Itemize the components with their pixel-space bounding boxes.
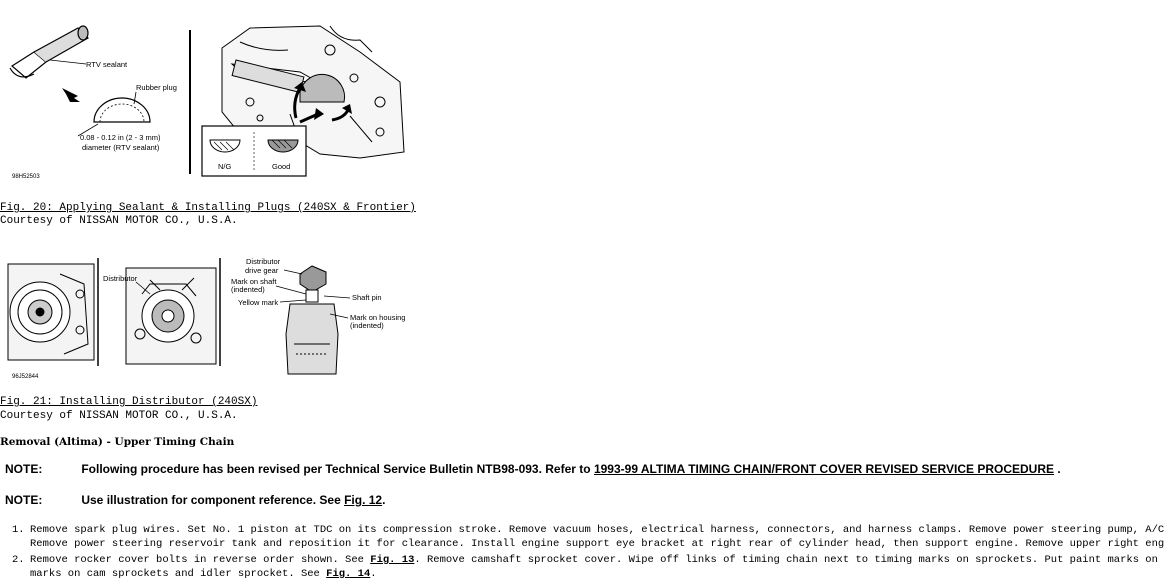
good-label: Good — [272, 162, 291, 171]
drive-gear-label-1: Distributor — [246, 257, 281, 266]
note-text: Following procedure has been revised per Technical Service Bulletin NTB98-093. Refer to — [81, 462, 594, 476]
figure-ref-code: 98H52503 — [12, 174, 40, 180]
step-1-line-1: Remove spark plug wires. Set No. 1 piston at TDC on its compression stroke. Remove vacuum hoses, electrical harness, connectors, and harness clamps. Remove power steering pump, A/C — [30, 524, 1164, 536]
note-label: NOTE: — [5, 493, 43, 507]
shaft-pin-label: Shaft pin — [352, 293, 382, 302]
figure-20-illustration — [0, 22, 410, 190]
crank-pulley-drawing — [8, 264, 94, 360]
step-2 — [12, 553, 1158, 581]
fig-12-link[interactable]: Fig. 12 — [344, 493, 383, 507]
step-number: 2. — [12, 554, 25, 566]
distributor-drawing — [126, 268, 216, 364]
rtv-sealant-label: RTV sealant — [86, 60, 128, 69]
note-label: NOTE: — [5, 462, 43, 476]
distributor-label: Distributor — [103, 274, 138, 283]
step-2-line-1b: . Remove camshaft sprocket cover. Wipe off links of timing chain next to timing marks on sprockets. Put paint marks on — [414, 554, 1158, 566]
figure-20-caption: Fig. 20: Applying Sealant & Installing Plugs (240SX & Frontier) — [0, 202, 416, 214]
step-2-line-2b: . — [370, 568, 377, 580]
arrow-icon — [62, 88, 80, 102]
sealant-tube-drawing — [10, 26, 88, 78]
figure-20-courtesy: Courtesy of NISSAN MOTOR CO., U.S.A. — [0, 215, 238, 227]
ng-label: N/G — [218, 162, 232, 171]
distributor-shaft-drawing — [286, 266, 338, 374]
fig-13-link[interactable]: Fig. 13 — [370, 554, 415, 566]
note-illustration — [5, 493, 385, 507]
drive-gear-label-2: drive gear — [245, 266, 279, 275]
figure-21-illustration — [0, 254, 420, 384]
note-suffix: . — [1054, 462, 1061, 476]
revised-procedure-link[interactable]: 1993-99 ALTIMA TIMING CHAIN/FRONT COVER REVISED SERVICE PROCEDURE — [593, 462, 1055, 476]
mark-on-shaft-label-1: Mark on shaft — [231, 277, 277, 286]
fig-14-link[interactable]: Fig. 14 — [326, 568, 371, 580]
rubber-plug-label: Rubber plug — [136, 83, 177, 92]
step-number: 1. — [12, 524, 25, 536]
step-1 — [12, 523, 1164, 551]
note-tsb — [5, 462, 1061, 476]
note-suffix: . — [382, 493, 386, 507]
diameter-label-line1: 0.08 - 0.12 in (2 - 3 mm) — [80, 133, 161, 142]
step-2-line-2a: marks on cam sprockets and idler sprocket. See — [30, 568, 327, 580]
mark-on-housing-label-1: Mark on housing — [350, 313, 406, 322]
rubber-plug-drawing — [94, 98, 150, 122]
section-heading: Removal (Altima) - Upper Timing Chain — [0, 436, 235, 448]
diameter-label-line2: diameter (RTV sealant) — [82, 143, 160, 152]
mark-on-shaft-label-2: (indented) — [231, 285, 265, 294]
figure-21-courtesy: Courtesy of NISSAN MOTOR CO., U.S.A. — [0, 410, 238, 422]
step-2-line-1a: Remove rocker cover bolts in reverse order shown. See — [30, 554, 371, 566]
mark-on-housing-label-2: (indented) — [350, 321, 384, 330]
step-1-line-2: Remove power steering reservoir tank and reposition it for clearance. Install engine support eye bracket at right rear of cylinder head, then support engine. Remove upper right eng — [30, 538, 1164, 550]
note-text: Use illustration for component reference. See — [81, 493, 345, 507]
figure-21-caption: Fig. 21: Installing Distributor (240SX) — [0, 396, 258, 408]
figure-ref-code: 96J52844 — [12, 374, 39, 380]
yellow-mark-label: Yellow mark — [238, 298, 279, 307]
